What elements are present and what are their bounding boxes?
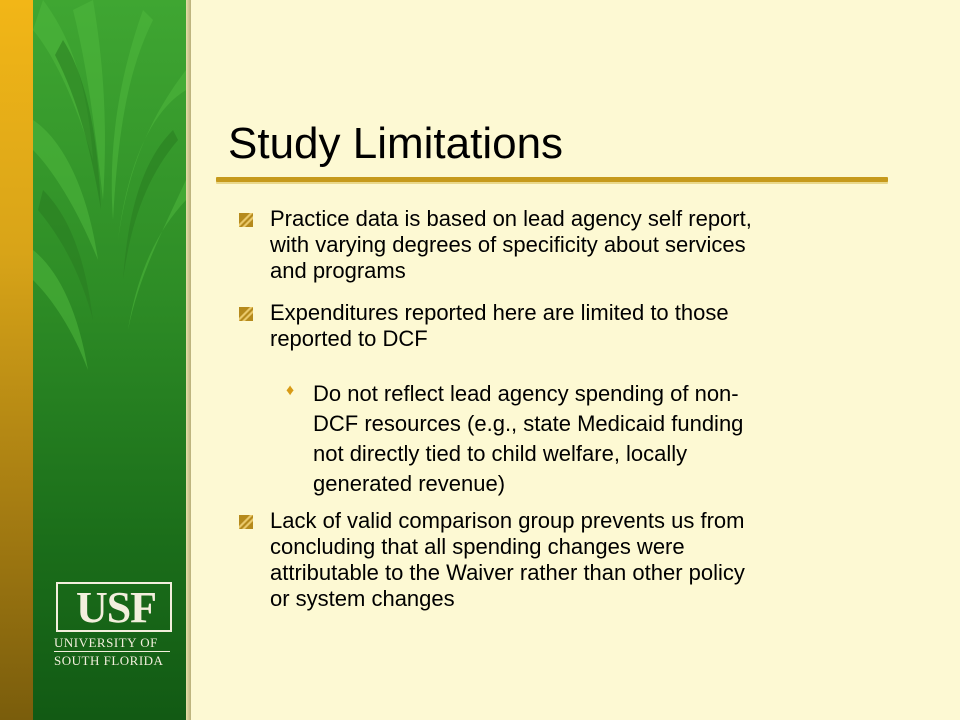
title-underline: [216, 177, 888, 182]
gold-square-bullet-icon: [238, 306, 254, 322]
sub-bullet-1: [313, 379, 743, 499]
bullet-3-line-3: attributable to the Waiver rather than other policy: [270, 560, 745, 585]
usf-logo-line-1: UNIVERSITY OF: [54, 635, 158, 650]
bullet-3-line-1: Lack of valid comparison group prevents us from: [270, 508, 745, 533]
gold-square-bullet-icon: [238, 212, 254, 228]
usf-logo-line-2: SOUTH FLORIDA: [54, 653, 164, 668]
bullet-3: [270, 508, 745, 612]
bullet-1-line-3: and programs: [270, 258, 406, 283]
gold-square-bullet-icon: [238, 514, 254, 530]
bullet-1-line-1: Practice data is based on lead agency self report,: [270, 206, 752, 231]
palm-fronds-decoration: [33, 0, 186, 560]
sub-bullet-1-line-1: Do not reflect lead agency spending of non-: [313, 381, 739, 406]
logo-rule: [54, 651, 170, 652]
usf-logo-box: [56, 582, 172, 632]
bullet-3-line-4: or system changes: [270, 586, 455, 611]
bullet-1-line-2: with varying degrees of specificity about services: [270, 232, 746, 257]
sub-bullet-1-line-2: DCF resources (e.g., state Medicaid funding: [313, 411, 744, 436]
gold-sidebar-strip: [0, 0, 33, 720]
diamond-bullet-icon: ♦: [286, 382, 295, 399]
sub-bullet-1-line-3: not directly tied to child welfare, locally: [313, 441, 688, 466]
bullet-3-line-2: concluding that all spending changes were: [270, 534, 685, 559]
bullet-1: [270, 206, 752, 284]
sidebar-divider: [186, 0, 191, 720]
bullet-2: [270, 300, 729, 352]
bullet-2-line-2: reported to DCF: [270, 326, 428, 351]
bullet-2-line-1: Expenditures reported here are limited to those: [270, 300, 729, 325]
usf-logo: [52, 582, 176, 674]
slide-title: Study Limitations: [228, 119, 564, 168]
usf-logo-mark: USF: [75, 583, 157, 632]
sub-bullet-1-line-4: generated revenue): [313, 471, 506, 496]
